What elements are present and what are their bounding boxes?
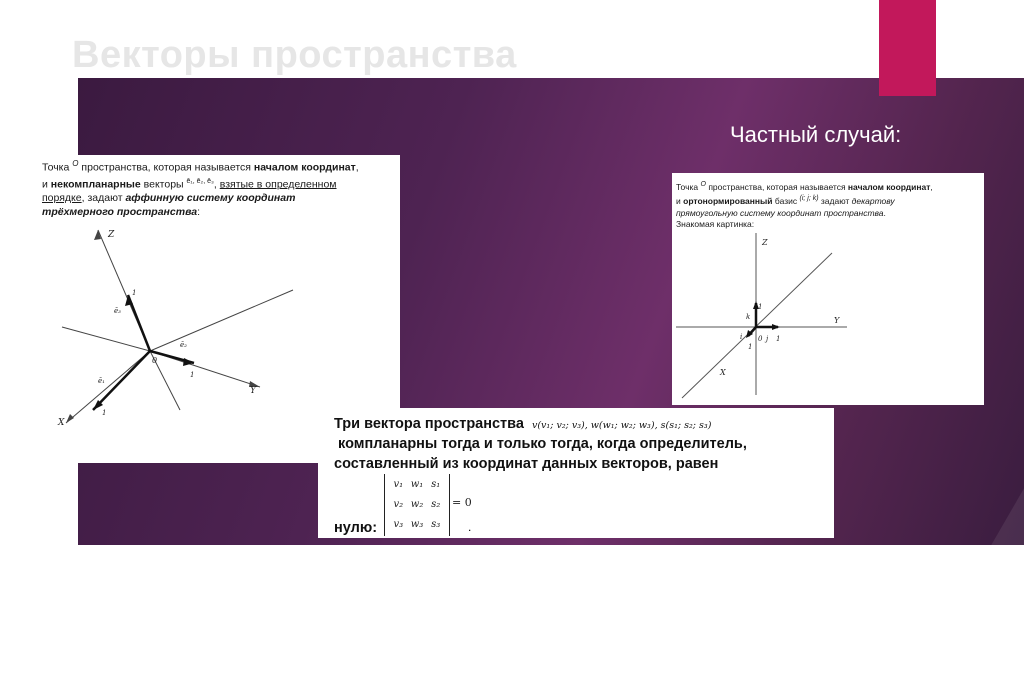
right-panel bbox=[672, 173, 984, 405]
right-k-label: k bbox=[746, 313, 751, 321]
right-y-unit: 1 bbox=[776, 335, 781, 343]
vector-coordinates: v(v₁; v₂; v₃), w(w₁; w₂; w₃), s(s₁; s₂; s₃) bbox=[531, 420, 712, 431]
bottom-period: . bbox=[468, 520, 472, 534]
right-line-1: Точка $^O$ пространства, которая называется началом координат, bbox=[676, 181, 933, 192]
left-e1-unit: 1 bbox=[102, 409, 107, 417]
right-axis-y-label: Y bbox=[834, 316, 840, 325]
left-e2-unit: 1 bbox=[190, 371, 195, 379]
right-axis-z-label: Z bbox=[762, 238, 768, 247]
left-line-2: и некомпланарные векторы $^{ē_1, ē_2, ē_3}$, взятые в определенном bbox=[42, 177, 337, 190]
right-axis-x-label: X bbox=[720, 368, 726, 377]
matrix-cell: w₂ bbox=[410, 499, 424, 510]
bottom-line-3: составленный из координат данных векторов, равен bbox=[334, 456, 719, 472]
right-origin-label: 0 bbox=[758, 335, 763, 343]
left-line-3: порядке, задают аффинную систему координат bbox=[42, 192, 296, 204]
matrix-cell: v₂ bbox=[393, 499, 404, 510]
right-z-unit: 1 bbox=[758, 303, 763, 311]
bottom-line-4: нулю: bbox=[334, 520, 378, 536]
right-line-4: Знакомая картинка: bbox=[676, 219, 755, 230]
slide-subtitle: Частный случай: bbox=[730, 122, 902, 147]
matrix-cell: s₃ bbox=[431, 519, 441, 530]
accent-bar bbox=[879, 0, 936, 96]
slide-title: Векторы пространства bbox=[72, 34, 517, 76]
bottom-line-1: Три вектора пространства v(v₁; v₂; v₃), w(w₁; w₂; w₃), s(s₁; s₂; s₃) bbox=[334, 416, 712, 432]
matrix-cell: s₁ bbox=[431, 479, 441, 490]
determinant-grid bbox=[385, 474, 449, 536]
left-e1-label: ē₁ bbox=[98, 377, 105, 385]
matrix-cell: s₂ bbox=[431, 499, 441, 510]
matrix-cell: w₃ bbox=[410, 519, 424, 530]
right-i-label: i bbox=[740, 333, 743, 341]
left-axis-y-label: Y bbox=[250, 386, 256, 396]
left-axis-x-label: X bbox=[58, 418, 65, 428]
left-e3-label: ē₃ bbox=[114, 307, 121, 315]
determinant-equals: = 0 bbox=[452, 496, 472, 509]
right-line-3: прямоугольную систему координат пространства. bbox=[676, 207, 886, 218]
left-origin-label: 0 bbox=[152, 356, 158, 365]
matrix-cell: v₁ bbox=[393, 479, 404, 490]
right-line-2: и ортонормированный базис $^{(i; j; k)}$ задают декартову bbox=[676, 195, 895, 207]
right-x-unit: 1 bbox=[748, 343, 753, 351]
left-line-4: трёхмерного пространства: bbox=[42, 206, 201, 218]
right-j-label: j bbox=[766, 335, 769, 343]
matrix-cell: w₁ bbox=[410, 479, 424, 490]
left-line-1: Точка $^O$ пространства, которая называется началом координат, bbox=[42, 159, 359, 174]
left-e2-label: ē₂ bbox=[180, 341, 187, 349]
bottom-panel bbox=[318, 408, 834, 538]
determinant bbox=[384, 474, 450, 536]
left-axis-z-label: Z bbox=[108, 230, 115, 240]
cartesian-axes-figure bbox=[672, 173, 984, 405]
left-e3-unit: 1 bbox=[132, 289, 137, 297]
matrix-cell: v₃ bbox=[393, 519, 404, 530]
bottom-line-2: компланарны тогда и только тогда, когда определитель, bbox=[338, 436, 747, 452]
band-stripe bbox=[914, 458, 1024, 678]
